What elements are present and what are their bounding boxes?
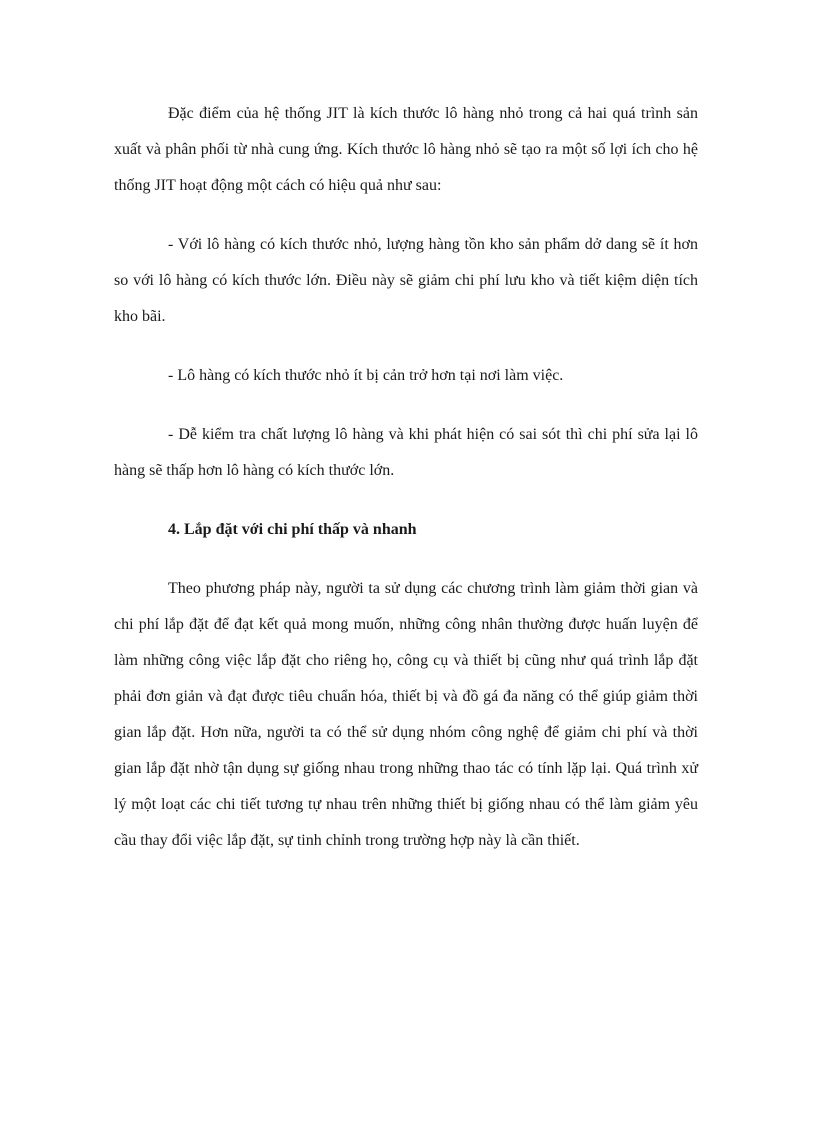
paragraph-jit-lot-size: Đặc điểm của hệ thống JIT là kích thước lô hàng nhỏ trong cả hai quá trình sản xuất và phân phối từ nhà cung ứng. Kích thước lô hàng nhỏ sẽ tạo ra một số lợi ích cho hệ thống JIT hoạt động một cách có hiệu quả như sau: [114, 105, 698, 194]
document-page [114, 96, 698, 882]
paragraph-small-lot-inventory: - Với lô hàng có kích thước nhỏ, lượng hàng tồn kho sản phẩm dở dang sẽ ít hơn so với lô hàng có kích thước lớn. Điều này sẽ giảm chi phí lưu kho và tiết kiệm diện tích kho bãi. [114, 236, 698, 325]
paragraph-quality-check: - Dễ kiểm tra chất lượng lô hàng và khi phát hiện có sai sót thì chi phí sửa lại lô hàng sẽ thấp hơn lô hàng có kích thước lớn. [114, 426, 698, 479]
paragraph-small-lot-workplace: - Lô hàng có kích thước nhỏ ít bị cản trở hơn tại nơi làm việc. [168, 367, 564, 384]
paragraph-setup-method: Theo phương pháp này, người ta sử dụng các chương trình làm giảm thời gian và chi phí lắp đặt để đạt kết quả mong muốn, những công nhân thường được huấn luyện để làm những công việc lắp đặt cho riêng họ, công cụ và thiết bị cũng như quá trình lắp đặt phải đơn giản và đạt được tiêu chuẩn hóa, thiết bị và đồ gá đa năng có thể giúp giảm thời gian lắp đặt. Hơn nữa, người ta có thể sử dụng nhóm công nghệ để giảm chi phí và thời gian lắp đặt nhờ tận dụng sự giống nhau trong những thao tác có tính lặp lại. Quá trình xử lý một loạt các chi tiết tương tự nhau trên những thiết bị giống nhau có thể làm giảm yêu cầu thay đổi việc lắp đặt, sự tinh chỉnh trong trường hợp này là cần thiết. [114, 580, 698, 849]
section-heading: 4. Lắp đặt với chi phí thấp và nhanh [168, 521, 417, 538]
